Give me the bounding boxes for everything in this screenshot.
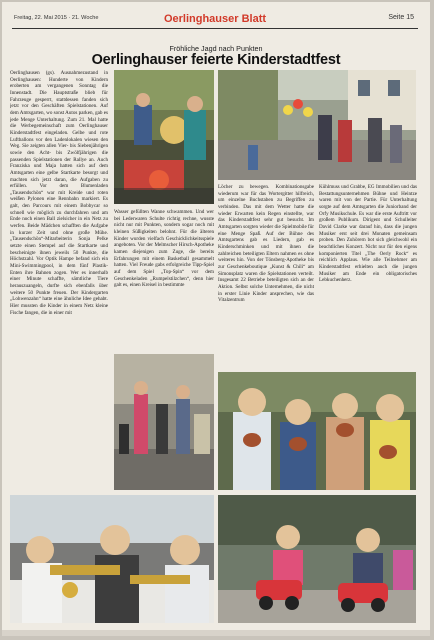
photo-street-festival — [114, 354, 214, 490]
page-header — [12, 12, 418, 29]
page-number: Seite 15 — [388, 14, 414, 21]
page-bottom-edge — [2, 630, 430, 636]
issue-date: Freitag, 22. Mai 2015 · 21. Woche — [14, 15, 99, 21]
article-column-2: Wasser gefüllten Wanne schwammen. Und wer bei Lederwaren Schulte richtig rechne, wusste nicht nur mit Punkten, sondern sogar noch mit kleinen Süßigkeiten belohnt. Für die älteren Kinder wurden vielfach Geschicklichkeitsspiele angeboten. Vor der Melmscher Hirsch-Apotheke kamen diejenigen zum Zuge, die bereits Erfahrungen mit einem Basketball gesammelt hatten. Viel Freude gabs erfolgreiche Tipp-Spiel auf dem Spiel „Top-Spin“ vor dem Geschenkeladen „Rumpelstilzchen“, denn hier galt es, einen Kreisel in bestimmte — [114, 209, 214, 289]
article-headline: Oerlinghauser feierte Kinderstadtfest — [91, 52, 341, 68]
newspaper-page — [2, 2, 430, 636]
photo-street-crowd — [218, 70, 416, 180]
article-column-1: Oerlinghausen (gs). Ausnahmezustand in Oerlinghausen: Hunderte von Kindern eroberten am vergangenen Sonntag die Innenstadt. Die Hauptstraße blieb für Fahrzeuge gesperrt, stattdessen fanden sich jetzt vor den Geschäften Spielstationen. Auf dem Amtsgarten, wo sonst Autos parken, gab es jede Menge Unterhaltung. Zum 21. Mal hatte die Werbegemeinschaft zum Oerlinghauser Kinderstadtfest eingeladen. Gelbe und rote Luftballons vor den Ladenlokalen wiesen den Weg. Sie zeigten allen Vier- bis Siebenjährigen sowie den Acht- bis Zwölfjährigen die passenden Spielstationen der Rallye an. Auch Franziska und Maja hatten sich auf dem Amtsgarten eine gelbe Startkarte besorgt und machten sich jetzt daran, die Aufgaben zu erfüllen. Vor dem Blumenladen „Tausendschön“ war mit Kreide und roten weißen Pylonen eine Rennbahn markiert. Es galt, den Parcours mit einem Bobbycar so schnell wie möglich zu durchfahren und am Ende noch einen Ball zielsicher in ein Netz zu werfen. Beide Mädchen schafften die Aufgabe in kurzer Zeit und ohne große Mühe. „Tausendschön“-Mitarbeiterin Sonja Pelke setzte einen Stempel auf die Startkarte und bescheinigte ihnen jeweils 50 Punkte, die Höchstzahl. Vor Optik Hampe befand sich ein Mini-Swimmingpool, in dem fünf Plastik-Enten ihre Bahnen zogen. Wer es innerhalb einer Minute schaffte, sämtliche Tiere herauszuangeln, durfte sich ebenfalls über weitere 50 Punkte freuen. Der Kindergarten „Lohwenzahn“ hatte eine ähnliche Idee gehabt. Hier mussten die Kinder in einem Netz kleine Fische fangen, die in einer mit — [10, 70, 108, 316]
photo-bobbycars — [218, 495, 416, 623]
publication-name: Oerlinghauser Blatt — [163, 13, 267, 25]
photo-kids-crafting — [114, 70, 214, 204]
article-column-4: Kühlmuss und Grabbe, EG Immobilien und das Bestattungsunternehmen Bühne und Heintze waren mit von der Partie. Für Unterhaltung sorgte auf dem Amtsgarten die Juniorband der Orfy Musikschule. Es war die erste Auftritt vor großem Publikum. Dirigent und Schulleiter David Clarke war darauf hin, dass die jungen Musiker erst seit drei Monaten gemeinsam proben. Den Zuhörern bot sich gleichwohl ein beachtliches Konzert. Nicht nur für den eigens komponierten Titel „The Oerly Rock“ es reichlich Applaus. Wie alle Teilnehmer am Kinderstadtfest erhielten auch die jungen Musiker am Ende ein obligatorisches Lebkuchenherz. — [319, 184, 417, 284]
article-column-3: Löcher zu bewegen. Kombinationsgabe wiederum war für das Wortergitter hilfreich, um einzelne Buchstaben zu Begriffen zu verbinden. Das mit dem Wetter hatte die wieder Erwarten kein Regen einstellte, war das Kinderstadtfest sehr gut besucht. Im Amtsgarten sorgten wieder die Spielmobile für eine Menge Spaß. Auf der Bühne des Amtsgartens gab es Liedern, gab es Kinderschminken und mit ihnen die zahlreichen beteiligten Eltern nahmen es ohne weiteres hin. Von der Tönsberg-Apotheke bis zur Geschenkeboutique „Kunst & Chili“ am Simonsplatz waren die Spielstationen verteilt. Insgesamt 22 Betriebe beteiligten sich an der Aktion. Selbst solche Unternehmen, die nicht in erster Linie Kinder ansprechen, wie das Vitalzentrum — [218, 184, 314, 304]
photo-girls-hearts — [218, 372, 416, 490]
photo-brass-band — [10, 495, 214, 623]
article-kicker: Fröhliche Jagd nach Punkten — [169, 44, 263, 53]
